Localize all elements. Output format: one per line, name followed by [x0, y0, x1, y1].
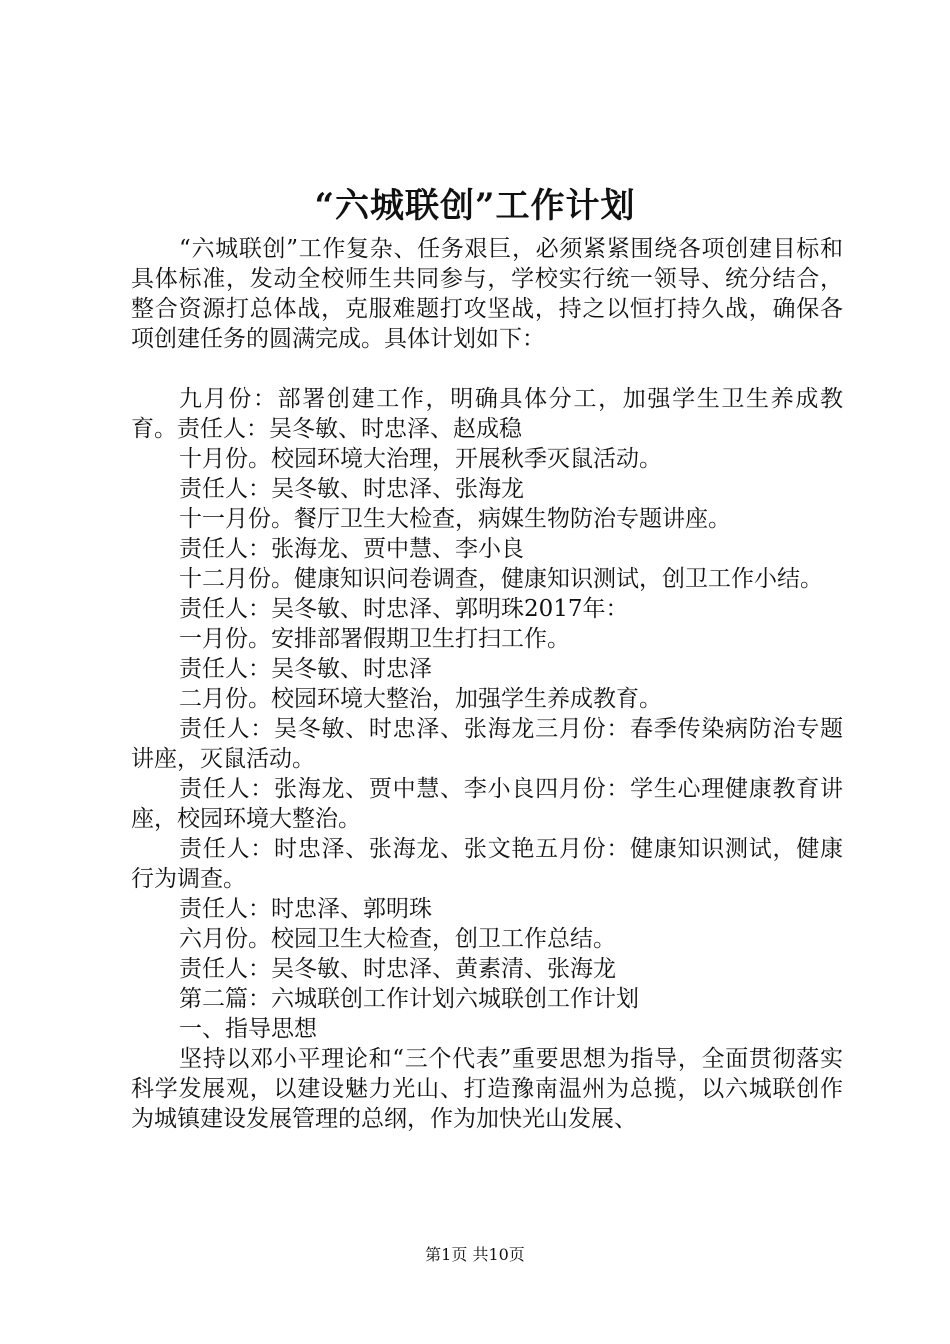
- paragraph-march-april: 责任人：张海龙、贾中慧、李小良四月份：学生心理健康教育讲座，校园环境大整治。: [131, 776, 843, 832]
- paragraph-october: 十月份。校园环境大治理，开展秋季灭鼠活动。: [179, 446, 662, 472]
- paragraph-january: 一月份。安排部署假期卫生打扫工作。: [179, 626, 570, 652]
- paragraph-guiding-ideology: 坚持以邓小平理论和“三个代表”重要思想为指导，全面贯彻落实科学发展观，以建设魅力光山、打造豫南温州为总揽，以六城联创作为城镇建设发展管理的总纲，作为加快光山发展、: [131, 1046, 843, 1132]
- paragraph-january-owner: 责任人：吴冬敏、时忠泽: [179, 656, 432, 682]
- paragraph-october-owner: 责任人：吴冬敏、时忠泽、张海龙: [179, 476, 524, 502]
- paragraph-november-owner: 责任人：张海龙、贾中慧、李小良: [179, 536, 524, 562]
- paragraph-november: 十一月份。餐厅卫生大检查，病媒生物防治专题讲座。: [179, 506, 731, 532]
- page-footer: 第1页 共10页: [425, 1245, 525, 1264]
- paragraph-february: 二月份。校园环境大整治，加强学生养成教育。: [179, 686, 662, 712]
- paragraph-june-owner: 责任人：吴冬敏、时忠泽、黄素清、张海龙: [179, 956, 616, 982]
- section-heading-guiding-ideology: 一、指导思想: [179, 1016, 317, 1042]
- paragraph-spacer: [131, 354, 843, 384]
- paragraph-second-article: 第二篇：六城联创工作计划六城联创工作计划: [179, 986, 639, 1012]
- document-title: “六城联创”工作计划: [314, 186, 636, 226]
- document-body: [131, 234, 843, 1134]
- paragraph-september: 九月份：部署创建工作，明确具体分工，加强学生卫生养成教育。责任人：吴冬敏、时忠泽、赵成稳: [131, 386, 843, 442]
- paragraph-december: 十二月份。健康知识问卷调查，健康知识测试，创卫工作小结。: [179, 566, 823, 592]
- paragraph-april-may: 责任人：时忠泽、张海龙、张文艳五月份：健康知识测试，健康行为调查。: [131, 836, 843, 892]
- paragraph-june: 六月份。校园卫生大检查，创卫工作总结。: [179, 926, 616, 952]
- paragraph-december-owner: 责任人：吴冬敏、时忠泽、郭明珠2017年：: [179, 596, 629, 622]
- paragraph-february-march: 责任人：吴冬敏、时忠泽、张海龙三月份：春季传染病防治专题讲座，灭鼠活动。: [131, 716, 843, 772]
- paragraph-intro: “六城联创”工作复杂、任务艰巨，必须紧紧围绕各项创建目标和具体标准，发动全校师生共同参与，学校实行统一领导、统分结合，整合资源打总体战，克服难题打攻坚战，持之以恒打持久战，确保各项创建任务的圆满完成。具体计划如下：: [131, 236, 843, 352]
- paragraph-may-owner: 责任人：时忠泽、郭明珠: [179, 896, 432, 922]
